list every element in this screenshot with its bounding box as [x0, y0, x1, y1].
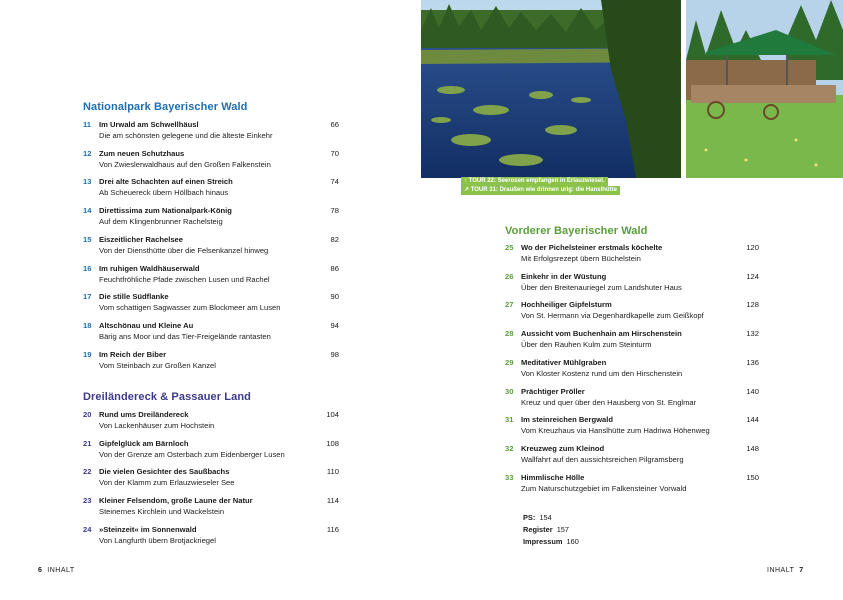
toc-entry-subtitle: Die am schönsten gelegene und die älteste Einkehr	[99, 131, 273, 140]
toc-entry-subtitle: Von der Grenze am Osterbach zum Eidenberger Lusen	[99, 449, 285, 459]
toc-entry-page: 94	[330, 320, 339, 330]
footer-label-right: INHALT	[767, 567, 795, 574]
toc-entry-title: Drei alte Schachten auf einen Streich	[99, 177, 233, 187]
toc-entry-number: 27	[505, 300, 514, 310]
toc-entry-subtitle: Von der Diensthütte über die Felsenkanzel hinweg	[99, 245, 269, 255]
toc-entry[interactable]	[505, 357, 765, 381]
toc-entry[interactable]	[505, 328, 765, 352]
toc-entry-number: 16	[83, 263, 92, 273]
toc-entry[interactable]	[83, 205, 343, 229]
toc-entry-subtitle: Von Zwieslerwaldhaus auf den Großen Falkenstein	[99, 159, 271, 169]
toc-entry-number: 33	[505, 472, 514, 482]
toc-entry-subtitle: Über den Breitenauriegel zum Landshuter Haus	[521, 282, 682, 292]
toc-entry[interactable]	[83, 176, 343, 200]
toc-entry-number: 29	[505, 357, 514, 367]
toc-entry[interactable]	[505, 386, 765, 410]
extra-impressum[interactable]: Impressum 160	[523, 537, 579, 546]
toc-entry-subtitle: Von Lackenhäuser zum Hochstein	[99, 421, 215, 430]
toc-entry-page: 136	[746, 357, 759, 367]
toc-entry-number: 12	[83, 148, 92, 158]
toc-entry-page: 70	[330, 148, 339, 158]
photo-hanslhuette	[686, 0, 843, 178]
toc-entry-page: 82	[330, 234, 339, 244]
toc-entry-subtitle: Über den Rauhen Kulm zum Steinturm	[521, 340, 652, 350]
toc-entry-title: Rund ums Dreiländereck	[99, 410, 189, 419]
footer-left	[38, 567, 75, 574]
toc-entry-page: 140	[746, 386, 759, 396]
toc-entry-title: Kreuzweg zum Kleinod	[521, 443, 605, 453]
toc-entry-title: Im ruhigen Waldhäuserwald	[99, 263, 200, 273]
toc-entry-subtitle: Von Kloster Kostenz rund um den Hirschenstein	[521, 368, 683, 378]
toc-entry-page: 78	[330, 206, 339, 216]
toc-entry-number: 21	[83, 438, 92, 448]
toc-entry-subtitle: Bärig ans Moor und das Tier-Freigelände rantasten	[99, 331, 271, 341]
toc-entry[interactable]	[83, 495, 343, 519]
section-title-dreilaendereck: Dreiländereck & Passauer Land	[83, 391, 251, 403]
toc-entry-number: 28	[505, 329, 514, 339]
toc-entry[interactable]	[505, 271, 765, 295]
toc-entry-page: 110	[326, 467, 339, 477]
toc-entry-number: 22	[83, 467, 92, 477]
toc-entry[interactable]	[83, 438, 343, 462]
toc-entry-title: Eiszeitlicher Rachelsee	[99, 234, 183, 244]
toc-entry-number: 18	[83, 320, 92, 330]
toc-entry-title: »Steinzeit« im Sonnenwald	[99, 524, 197, 534]
toc-entry-title: Einkehr in der Wüstung	[521, 271, 607, 281]
extra-register[interactable]: Register 157	[523, 525, 570, 534]
toc-entry-title: Altschönau und Kleine Au	[99, 320, 194, 330]
toc-entry-page: 148	[746, 443, 759, 453]
toc-entry-title: Die stille Südflanke	[99, 292, 169, 302]
toc-entry[interactable]	[505, 443, 765, 467]
toc-entry[interactable]	[83, 148, 343, 172]
toc-entry-subtitle: Von der Klamm zum Erlauzwieseler See	[99, 478, 235, 488]
toc-entry-subtitle: Auf dem Klingenbrunner Rachelsteig	[99, 217, 223, 227]
toc-entry-title: Wo der Pichelsteiner erstmals köchelte	[521, 243, 663, 252]
toc-entry-subtitle: Kreuz und quer über den Hausberg von St. Englmar	[521, 397, 697, 407]
toc-entry-title: Im Reich der Biber	[99, 349, 167, 359]
toc-entry-number: 19	[83, 349, 92, 359]
toc-entry-subtitle: Feuchtfröhliche Pfade zwischen Lusen und Rachel	[99, 274, 270, 284]
toc-entry-page: 90	[330, 292, 339, 302]
toc-entry[interactable]	[83, 234, 343, 258]
toc-entry-number: 14	[83, 206, 92, 216]
toc-entry-page: 74	[330, 177, 339, 187]
toc-entry[interactable]	[83, 524, 343, 548]
toc-entry-title: Im steinreichen Bergwald	[521, 415, 613, 425]
toc-entry-page: 98	[330, 349, 339, 359]
toc-entry[interactable]	[83, 320, 343, 344]
toc-entry-page: 150	[746, 472, 759, 482]
section-title-vorderer-wald: Vorderer Bayerischer Wald	[505, 225, 648, 237]
toc-entry-number: 23	[83, 496, 92, 506]
toc-entry-number: 30	[505, 386, 514, 396]
toc-entry-title: Zum neuen Schutzhaus	[99, 148, 185, 158]
toc-entry-page: 132	[746, 329, 759, 339]
toc-entry[interactable]	[83, 349, 343, 373]
toc-entry-title: Aussicht vom Buchenhain am Hirschenstein	[521, 329, 682, 339]
toc-entry-page: 116	[326, 524, 339, 534]
toc-entry-number: 11	[83, 120, 92, 129]
toc-entry[interactable]	[83, 119, 343, 143]
toc-entry-subtitle: Vom Kreuzhaus via Hanslhütte zum Hadriwa Höhenweg	[521, 426, 710, 436]
footer-right	[767, 567, 804, 574]
toc-entry-page: 108	[326, 438, 339, 448]
section-title-nationalpark: Nationalpark Bayerischer Wald	[83, 101, 248, 113]
toc-entry-title: Hochheiliger Gipfelsturm	[521, 300, 612, 310]
toc-entry-subtitle: Vom schattigen Sagwasser zum Blockmeer am Lusen	[99, 303, 281, 313]
toc-entry-number: 15	[83, 234, 92, 244]
toc-entry-subtitle: Zum Naturschutzgebiet im Falkensteiner Vorwald	[521, 483, 687, 493]
page-number-left: 6	[38, 567, 43, 574]
toc-entry-title: Prächtiger Pröller	[521, 386, 585, 396]
extras-list	[523, 512, 579, 548]
toc-entry[interactable]	[83, 291, 343, 315]
toc-entry-subtitle: Wallfahrt auf den aussichtsreichen Pilgramsberg	[521, 454, 684, 464]
photo-caption-tour-31: ↗ TOUR 31: Draußen wie drinnen urig: die Hanslhütte	[461, 186, 620, 195]
toc-entry-subtitle: Vom Steinbach zur Großen Kanzel	[99, 360, 216, 370]
photo-caption-tour-22: ↑ TOUR 22: Seerosen empfangen in Erlauzwiesel.	[461, 177, 608, 186]
toc-entry[interactable]	[83, 409, 343, 433]
toc-entry-title: Im Urwald am Schwellhäusl	[99, 120, 199, 129]
toc-entry-page: 86	[330, 263, 339, 273]
toc-entry-subtitle: Mit Erfolgsrezept übern Büchelstein	[521, 254, 641, 263]
toc-entry-number: 17	[83, 292, 92, 302]
toc-entry[interactable]	[505, 472, 765, 496]
toc-entry-subtitle: Steinernes Kirchlein und Wackelstein	[99, 507, 225, 517]
toc-entry-number: 26	[505, 271, 514, 281]
toc-entry-page: 114	[326, 496, 339, 506]
toc-entry-number: 24	[83, 524, 92, 534]
toc-entry[interactable]	[505, 414, 765, 438]
toc-entry-title: Kleiner Felsendom, große Laune der Natur	[99, 496, 253, 506]
toc-entry-subtitle: Von Langfurth übern Brotjackriegel	[99, 535, 216, 545]
toc-entry-number: 32	[505, 443, 514, 453]
toc-entry-page: 124	[746, 271, 759, 281]
toc-entry-page: 66	[330, 120, 339, 129]
toc-entry-title: Die vielen Gesichter des Saußbachs	[99, 467, 230, 477]
extra-ps[interactable]: PS: 154	[523, 513, 552, 522]
toc-entry-page: 128	[746, 300, 759, 310]
toc-entry-title: Himmlische Hölle	[521, 472, 585, 482]
photo-pond-water-lilies	[421, 0, 681, 178]
toc-entry[interactable]	[83, 466, 343, 490]
toc-entry-page: 120	[746, 243, 759, 252]
toc-entry-subtitle: Ab Scheuereck übern Höllbach hinaus	[99, 188, 229, 198]
toc-entry-number: 13	[83, 177, 92, 187]
toc-entry-subtitle: Von St. Hermann via Degenhardkapelle zum Geißkopf	[521, 311, 704, 321]
page-number-right: 7	[799, 567, 804, 574]
toc-entry-title: Direttissima zum Nationalpark-König	[99, 206, 232, 216]
toc-entry-title: Gipfelglück am Bärnloch	[99, 438, 189, 448]
footer-label-left: INHALT	[47, 567, 75, 574]
toc-entry-page: 104	[326, 410, 339, 419]
toc-entry-number: 31	[505, 415, 514, 425]
toc-entry-number: 20	[83, 410, 92, 419]
toc-entry[interactable]	[505, 242, 765, 266]
toc-entry-number: 25	[505, 243, 514, 252]
toc-entry-title: Meditativer Mühlgraben	[521, 357, 607, 367]
toc-entry-page: 144	[746, 415, 759, 425]
toc-entry[interactable]	[83, 263, 343, 287]
toc-entry[interactable]	[505, 299, 765, 323]
